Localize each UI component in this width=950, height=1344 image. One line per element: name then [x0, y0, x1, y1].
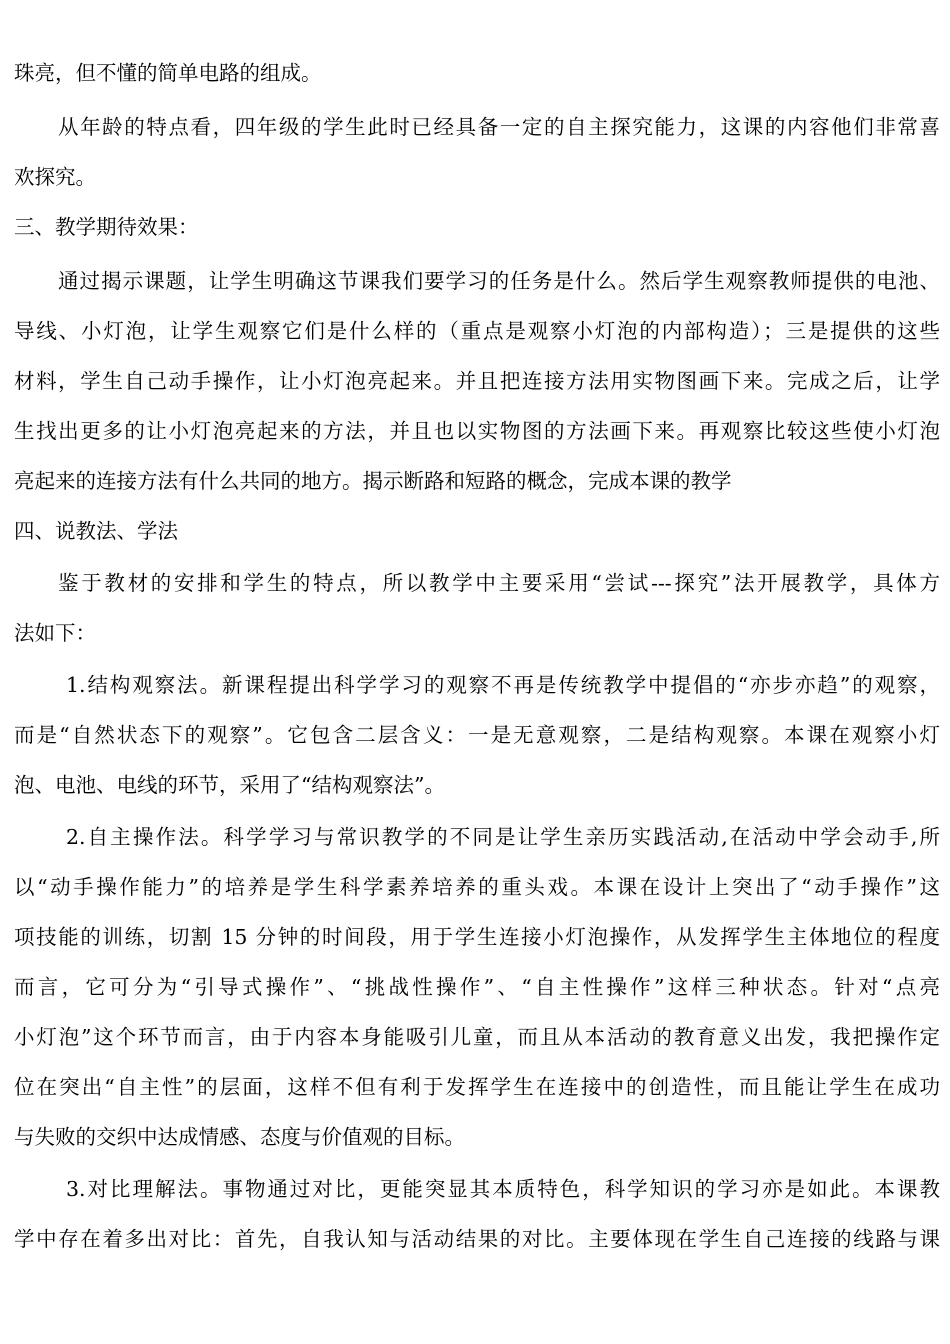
text-line-5: 通过揭示课题，让学生明确这节课我们要学习的任务是什么。然后学生观察教师提供的电池、	[58, 269, 940, 293]
text-line-3: 欢探究。	[14, 165, 96, 189]
text-line-9: 亮起来的连接方法有什么共同的地方。揭示断路和短路的概念，完成本课的教学	[14, 469, 732, 493]
text-line-2: 从年龄的特点看，四年级的学生此时已经具备一定的自主探究能力，这课的内容他们非常喜	[58, 115, 940, 139]
section-heading-3: 三、教学期待效果：	[14, 215, 199, 239]
text-line-19: 而言，它可分为“引导式操作”、“挑战性操作”、“自主性操作”这样三种状态。针对“点亮	[14, 975, 940, 999]
text-line-13: 1.结构观察法。新课程提出科学学习的观察不再是传统教学中提倡的“亦步亦趋”的观察，	[66, 673, 940, 697]
text-line-8: 生找出更多的让小灯泡亮起来的方法，并且也以实物图的方法画下来。再观察比较这些使小灯泡	[14, 419, 940, 443]
text-line-11: 鉴于教材的安排和学生的特点，所以教学中主要采用“尝试---探究”法开展教学，具体方	[58, 571, 940, 595]
text-line-21: 位在突出“自主性”的层面，这样不但有利于发挥学生在连接中的创造性，而且能让学生在成功	[14, 1075, 940, 1099]
section-heading-4: 四、说教法、学法	[14, 519, 178, 543]
text-line-6: 导线、小灯泡，让学生观察它们是什么样的（重点是观察小灯泡的内部构造）；三是提供的这些	[14, 319, 940, 343]
text-line-18: 项技能的训练，切割 15 分钟的时间段，用于学生连接小灯泡操作，从发挥学生主体地位的程度	[14, 925, 940, 949]
text-line-1: 珠亮，但不懂的简单电路的组成。	[14, 61, 322, 85]
text-line-16: 2.自主操作法。科学学习与常识教学的不同是让学生亲历实践活动,在活动中学会动手,所	[66, 825, 940, 849]
text-line-17: 以“动手操作能力”的培养是学生科学素养培养的重头戏。本课在设计上突出了“动手操作”这	[14, 875, 940, 899]
text-line-24: 学中存在着多出对比：首先，自我认知与活动结果的对比。主要体现在学生自己连接的线路与课	[14, 1227, 940, 1251]
text-line-23: 3.对比理解法。事物通过对比，更能突显其本质特色，科学知识的学习亦是如此。本课教	[66, 1177, 940, 1201]
text-line-14: 而是“自然状态下的观察”。它包含二层含义：一是无意观察，二是结构观察。本课在观察小灯	[14, 723, 940, 747]
text-line-12: 法如下：	[14, 621, 96, 645]
text-line-7: 材料，学生自己动手操作，让小灯泡亮起来。并且把连接方法用实物图画下来。完成之后，让学	[14, 369, 940, 393]
text-line-22: 与失败的交织中达成情感、态度与价值观的目标。	[14, 1125, 465, 1149]
text-line-15: 泡、电池、电线的环节，采用了“结构观察法”。	[14, 773, 445, 797]
text-line-20: 小灯泡”这个环节而言，由于内容本身能吸引儿童，而且从本活动的教育意义出发，我把操作定	[14, 1025, 940, 1049]
